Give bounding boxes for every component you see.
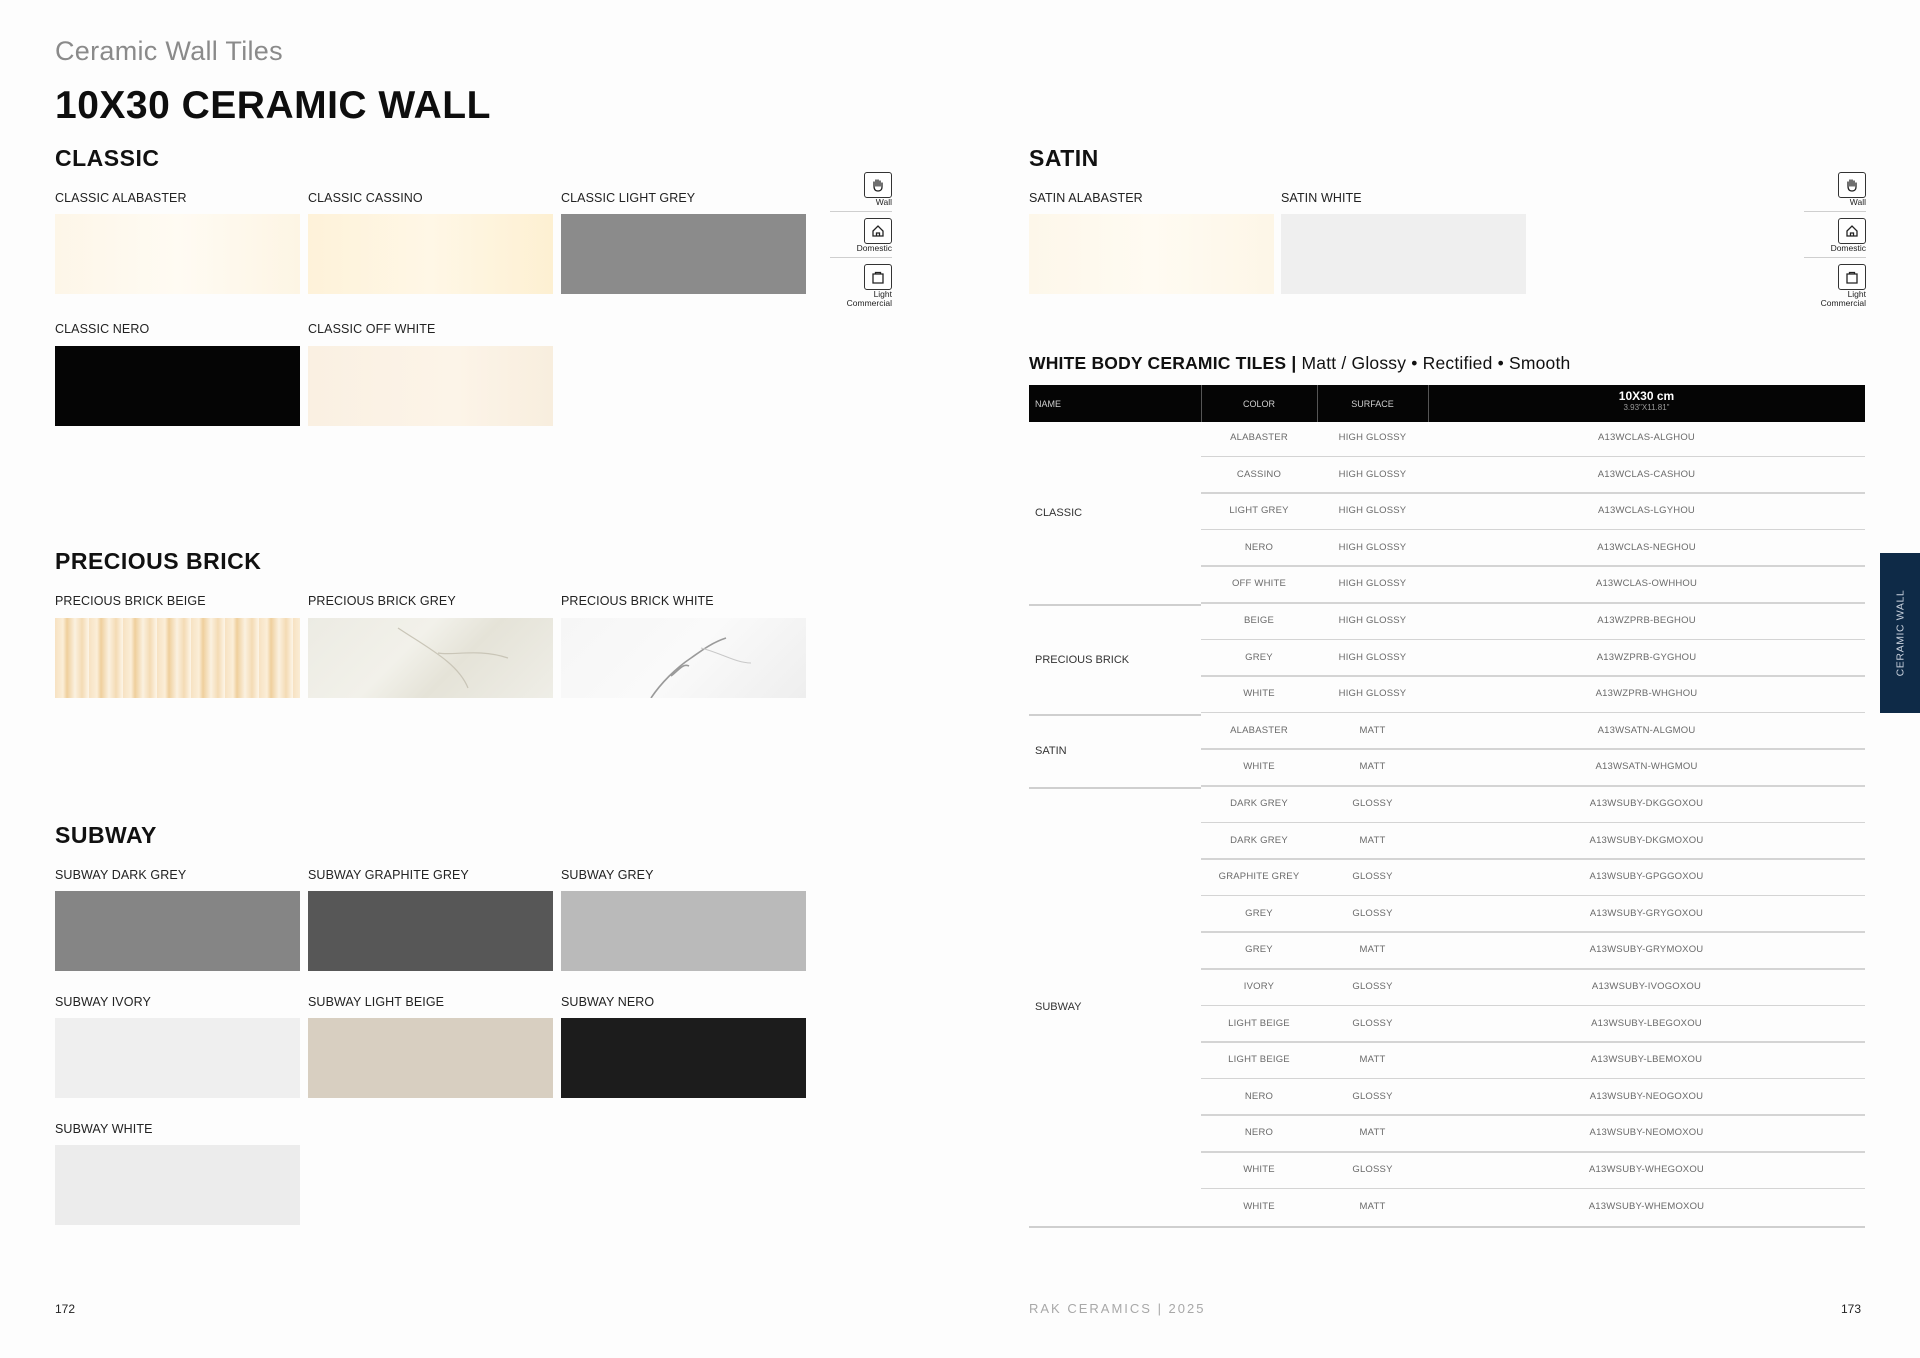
cell-code: A13WSUBY-NEOMOXOU (1589, 1127, 1704, 1139)
row-divider (1201, 748, 1865, 750)
group-name-precious-brick: PRECIOUS BRICK (1035, 654, 1130, 666)
cell-code: A13WSUBY-GRYMOXOU (1589, 944, 1704, 956)
row-divider (1201, 822, 1865, 824)
group-divider (1029, 714, 1201, 716)
tile-swatch-precious-brick-grey (308, 618, 553, 698)
tile-label: SUBWAY LIGHT BEIGE (308, 995, 445, 1009)
cell-color: WHITE (1243, 1164, 1275, 1175)
cell-code: A13WZPRB-GYGHOU (1596, 651, 1697, 663)
cell-code: A13WCLAS-NEGHOU (1597, 541, 1696, 553)
cell-code: A13WSUBY-LBEGOXOU (1591, 1017, 1702, 1029)
footer-brand: RAK CERAMICS | 2025 (1029, 1301, 1206, 1316)
page-number-left: 172 (55, 1302, 76, 1316)
tile-label: SUBWAY GREY (561, 868, 654, 882)
tile-label: CLASSIC LIGHT GREY (561, 191, 696, 205)
cell-color: IVORY (1243, 981, 1275, 992)
cell-code: A13WCLAS-CASHOU (1597, 468, 1696, 480)
wall-hand-icon (864, 172, 892, 198)
row-divider (1201, 931, 1865, 933)
tile-label: PRECIOUS BRICK GREY (308, 594, 456, 608)
row-divider (1201, 895, 1865, 897)
cell-code: A13WSUBY-GPGGOXOU (1589, 871, 1704, 883)
cell-surface: MATT (1359, 724, 1386, 736)
cell-color: CASSINO (1236, 468, 1282, 480)
th-surface: SURFACE (1351, 398, 1394, 409)
tile-swatch-classic-alabaster (55, 214, 300, 294)
cell-code: A13WSUBY-DKGMOXOU (1589, 834, 1704, 846)
row-divider (1201, 712, 1865, 714)
usage-icons-right (1810, 172, 1866, 308)
commercial-label: Commercial (1820, 298, 1866, 308)
cell-color: GRAPHITE GREY (1218, 871, 1300, 883)
wall-label: Wall (1849, 197, 1866, 207)
cell-color: NERO (1244, 541, 1274, 553)
row-divider (1201, 1041, 1865, 1043)
cell-color: GREY (1245, 907, 1273, 919)
cell-surface: HIGH GLOSSY (1338, 468, 1407, 480)
group-name-satin: SATIN (1035, 745, 1067, 757)
row-divider (1201, 1114, 1865, 1116)
cell-surface: MATT (1359, 1127, 1386, 1139)
domestic-label: Domestic (856, 243, 892, 253)
tile-swatch-satin-alabaster (1029, 214, 1274, 294)
domestic-house-icon (864, 218, 892, 244)
th-size-inch: 3.93"X11.81" (1623, 403, 1670, 412)
tile-swatch-subway-dark-grey (55, 891, 300, 971)
cell-color: ALABASTER (1230, 432, 1288, 443)
light-label: Light (873, 289, 892, 299)
tile-swatch-classic-off-white (308, 346, 553, 426)
row-divider (1201, 639, 1865, 641)
group-divider (1029, 604, 1201, 606)
cell-surface: HIGH GLOSSY (1338, 432, 1407, 443)
tile-swatch-precious-brick-beige (55, 618, 300, 698)
cell-color: BEIGE (1243, 615, 1275, 626)
row-divider (1201, 529, 1865, 531)
tile-swatch-subway-grey (561, 891, 806, 971)
cell-surface: GLOSSY (1352, 907, 1393, 919)
cell-surface: HIGH GLOSSY (1338, 688, 1407, 700)
page-subtitle: Ceramic Wall Tiles (55, 36, 283, 66)
cell-surface: GLOSSY (1352, 981, 1393, 992)
cell-color: DARK GREY (1230, 798, 1288, 809)
table-heading (1029, 353, 1571, 374)
tile-label: SUBWAY IVORY (55, 995, 151, 1009)
tile-swatch-subway-white (55, 1145, 300, 1225)
tile-label: SUBWAY DARK GREY (55, 868, 187, 882)
cell-surface: MATT (1359, 1200, 1386, 1212)
th-size (1428, 389, 1865, 412)
tile-swatch-subway-light-beige (308, 1018, 553, 1098)
cell-code: A13WSUBY-GRYGOXOU (1589, 907, 1704, 919)
cell-code: A13WZPRB-BEGHOU (1597, 615, 1696, 626)
section-title-classic: CLASSIC (55, 145, 160, 171)
th-color: COLOR (1242, 398, 1275, 409)
cell-surface: MATT (1359, 944, 1386, 956)
tile-swatch-subway-graphite-grey (308, 891, 553, 971)
th-name: NAME (1035, 398, 1062, 409)
cell-code: A13WSATN-WHGMOU (1595, 761, 1698, 773)
row-divider (1201, 675, 1865, 677)
cell-color: LIGHT BEIGE (1228, 1054, 1290, 1066)
group-name-classic: CLASSIC (1035, 507, 1083, 519)
cell-color: GREY (1245, 651, 1273, 663)
cell-code: A13WZPRB-WHGHOU (1595, 688, 1698, 700)
light-commercial-bag-icon (1838, 264, 1866, 290)
cell-color: LIGHT GREY (1229, 505, 1289, 517)
tile-swatch-classic-nero (55, 346, 300, 426)
row-divider (1201, 1188, 1865, 1190)
cell-surface: HIGH GLOSSY (1338, 505, 1407, 517)
cell-color: ALABASTER (1230, 724, 1288, 736)
cell-code: A13WSUBY-NEOGOXOU (1589, 1090, 1704, 1102)
cell-color: NERO (1244, 1090, 1274, 1102)
tile-label: SUBWAY WHITE (55, 1122, 153, 1136)
row-divider (1201, 1078, 1865, 1080)
tile-swatch-subway-ivory (55, 1018, 300, 1098)
wall-label: Wall (875, 197, 892, 207)
table-heading-specs: Matt / Glossy • Rectified • Smooth (1296, 353, 1571, 373)
page-title: 10X30 CERAMIC WALL (55, 84, 491, 127)
cell-color: LIGHT BEIGE (1228, 1017, 1290, 1029)
cell-color: NERO (1244, 1127, 1274, 1139)
side-tab-ceramic-wall (1880, 553, 1920, 713)
cell-code: A13WSUBY-DKGGOXOU (1589, 798, 1704, 809)
tile-label: PRECIOUS BRICK BEIGE (55, 594, 206, 608)
domestic-house-icon (1838, 218, 1866, 244)
section-title-precious-brick: PRECIOUS BRICK (55, 548, 262, 574)
tile-label: CLASSIC OFF WHITE (308, 322, 436, 336)
group-name-subway: SUBWAY (1035, 1001, 1082, 1013)
group-divider (1029, 787, 1201, 789)
tile-label: PRECIOUS BRICK WHITE (561, 594, 714, 608)
tile-label: SATIN WHITE (1281, 191, 1362, 205)
cell-surface: HIGH GLOSSY (1338, 541, 1407, 553)
th-size-cm: 10X30 cm (1618, 389, 1675, 403)
commercial-label: Commercial (846, 298, 892, 308)
tile-swatch-subway-nero (561, 1018, 806, 1098)
table-bottom-line (1029, 1226, 1865, 1228)
cell-code: A13WCLAS-LGYHOU (1598, 505, 1695, 517)
row-divider (1201, 968, 1865, 970)
row-divider (1201, 785, 1865, 787)
cell-surface: MATT (1359, 761, 1386, 773)
cell-code: A13WSUBY-WHEGOXOU (1589, 1164, 1704, 1175)
light-label: Light (1847, 289, 1866, 299)
light-commercial-bag-icon (864, 264, 892, 290)
cell-color: DARK GREY (1230, 834, 1288, 846)
section-title-satin: SATIN (1029, 145, 1099, 171)
cell-surface: GLOSSY (1352, 1017, 1393, 1029)
cell-surface: MATT (1359, 834, 1386, 846)
row-divider (1201, 456, 1865, 458)
cell-surface: GLOSSY (1352, 1090, 1393, 1102)
row-divider (1201, 492, 1865, 494)
cell-surface: GLOSSY (1352, 1164, 1393, 1175)
cell-code: A13WSUBY-IVOGOXOU (1591, 981, 1702, 992)
cell-surface: MATT (1359, 1054, 1386, 1066)
page-number-right: 173 (1841, 1302, 1862, 1316)
cell-color: WHITE (1243, 688, 1275, 700)
cell-color: OFF WHITE (1231, 578, 1287, 590)
tile-label: SATIN ALABASTER (1029, 191, 1143, 205)
tile-swatch-precious-brick-white (561, 618, 806, 698)
cell-surface: HIGH GLOSSY (1338, 578, 1407, 590)
row-divider (1201, 602, 1865, 604)
cell-surface: HIGH GLOSSY (1338, 651, 1407, 663)
tile-swatch-classic-cassino (308, 214, 553, 294)
table-header (1029, 385, 1865, 422)
cell-color: GREY (1245, 944, 1273, 956)
row-divider (1201, 565, 1865, 567)
tile-label: SUBWAY NERO (561, 995, 655, 1009)
table-heading-bold: WHITE BODY CERAMIC TILES | (1029, 353, 1297, 373)
usage-icons-left (836, 172, 892, 308)
cell-color: WHITE (1243, 761, 1275, 773)
cell-code: A13WSUBY-LBEMOXOU (1590, 1054, 1703, 1066)
cell-code: A13WSATN-ALGMOU (1597, 724, 1696, 736)
wall-hand-icon (1838, 172, 1866, 198)
tile-label: CLASSIC CASSINO (308, 191, 423, 205)
row-divider (1201, 858, 1865, 860)
tile-swatch-satin-white (1281, 214, 1526, 294)
tile-label: CLASSIC ALABASTER (55, 191, 187, 205)
section-title-subway: SUBWAY (55, 822, 157, 848)
tile-swatch-classic-light-grey (561, 214, 806, 294)
cell-surface: GLOSSY (1352, 798, 1393, 809)
domestic-label: Domestic (1830, 243, 1866, 253)
cell-color: WHITE (1243, 1200, 1275, 1212)
tile-label: SUBWAY GRAPHITE GREY (308, 868, 469, 882)
row-divider (1201, 1005, 1865, 1007)
cell-surface: GLOSSY (1352, 871, 1393, 883)
cell-code: A13WCLAS-ALGHOU (1598, 432, 1695, 443)
tile-label: CLASSIC NERO (55, 322, 150, 336)
cell-surface: HIGH GLOSSY (1338, 615, 1407, 626)
cell-code: A13WCLAS-OWHHOU (1595, 578, 1698, 590)
row-divider (1201, 1151, 1865, 1153)
side-tab-label: CERAMIC WALL (1894, 589, 1906, 677)
cell-code: A13WSUBY-WHEMOXOU (1588, 1200, 1705, 1212)
